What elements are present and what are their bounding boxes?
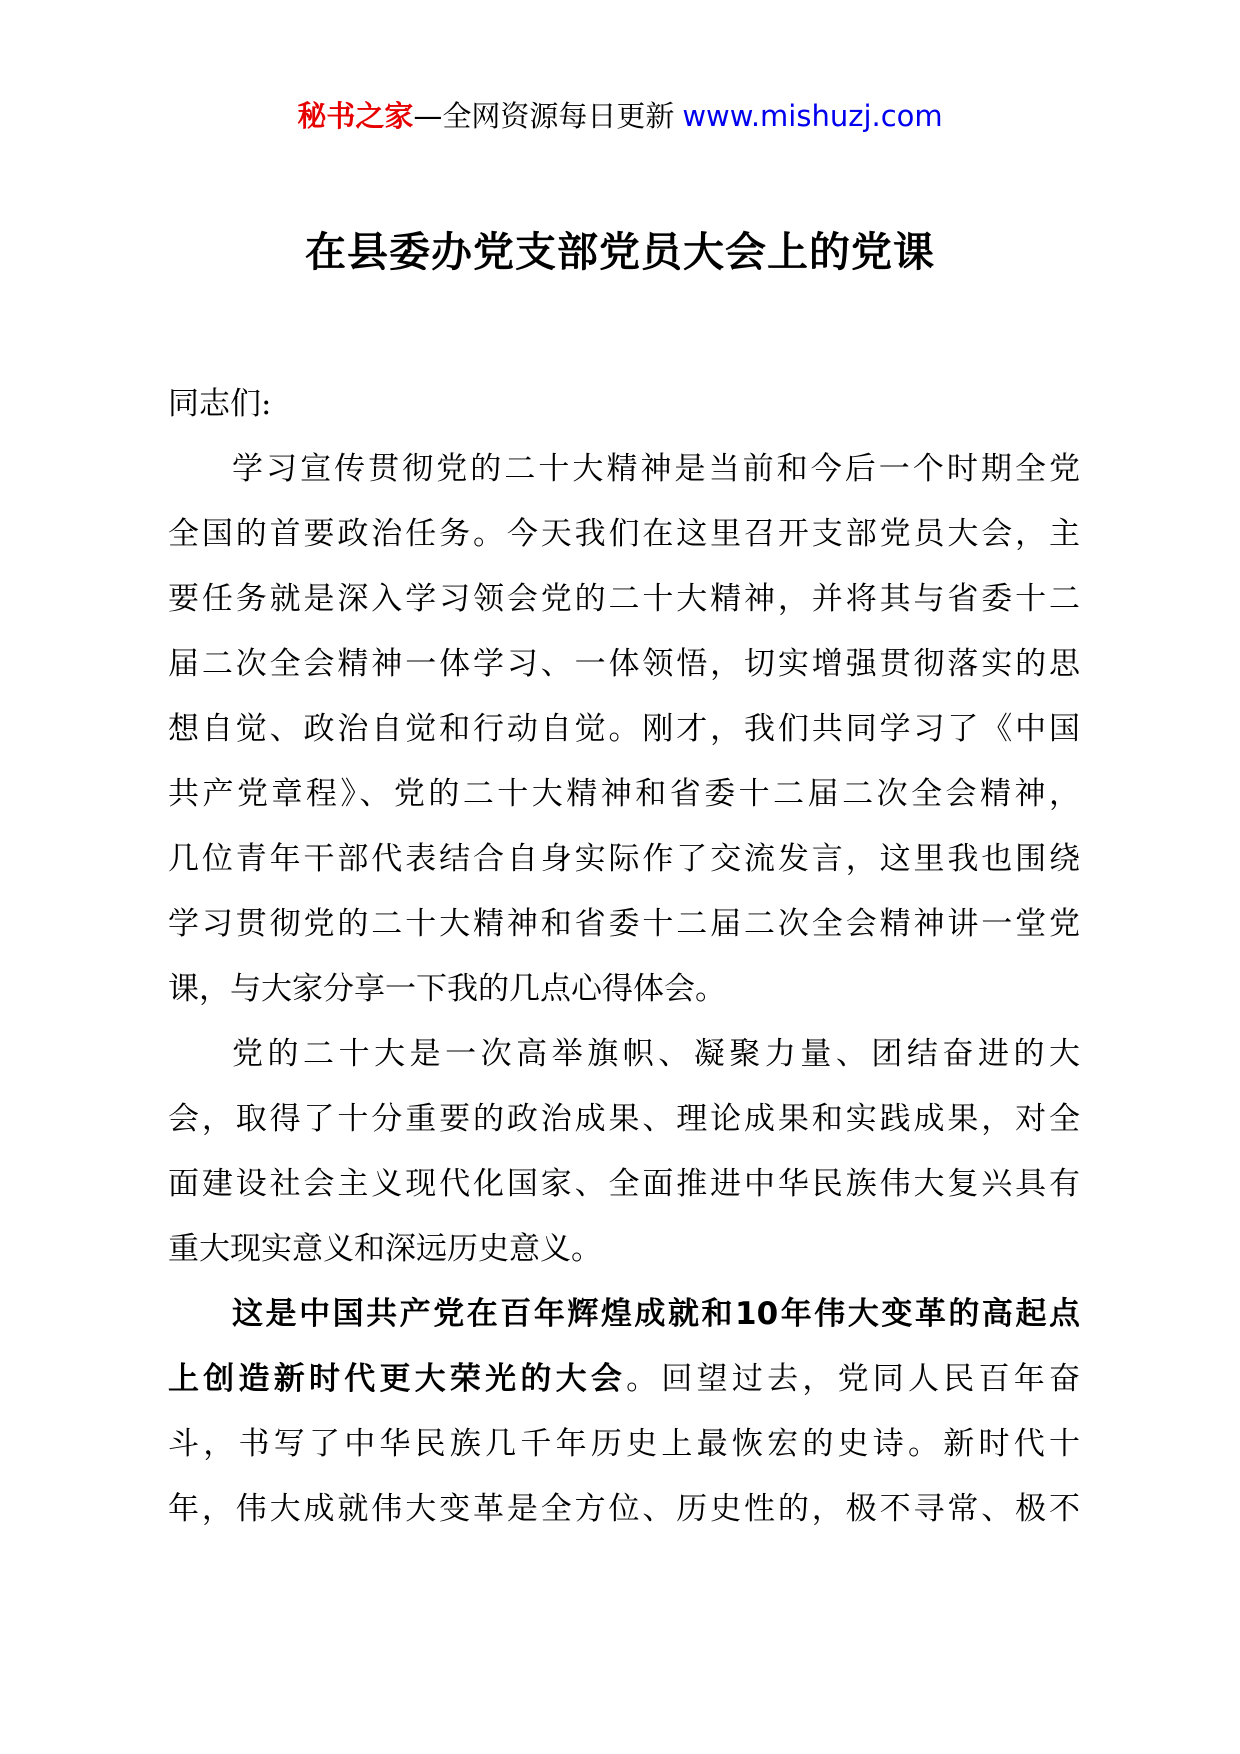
paragraph-line [168,1347,1080,1412]
site-name: 秘书之家 [297,99,414,133]
site-url-link[interactable]: www.mishuzj.com [682,99,943,133]
bold-lead-line: 这是中国共产党在百年辉煌成就和10年伟大变革的高起点 [232,1296,1080,1332]
bold-lead-text: 上创造新时代更大荣光的大会 [168,1361,627,1397]
paragraph-line: 届二次全会精神一体学习、一体领悟，切实增强贯彻落实的思 [168,646,1080,682]
paragraph-line: 全国的首要政治任务。今天我们在这里召开支部党员大会，主 [168,516,1080,552]
paragraph-line: 斗，书写了中华民族几千年历史上最恢宏的史诗。新时代十 [168,1426,1080,1462]
paragraph-line: 年，伟大成就伟大变革是全方位、历史性的，极不寻常、极不 [168,1491,1080,1527]
paragraph-line: 课，与大家分享一下我的几点心得体会。 [168,971,726,1007]
paragraph-line: 面建设社会主义现代化国家、全面推进中华民族伟大复兴具有 [168,1166,1080,1202]
site-banner [0,96,1240,136]
paragraph-text: 。回望过去，党同人民百年奋 [626,1361,1081,1397]
paragraph-line: 重大现实意义和深远历史意义。 [168,1231,602,1267]
document-body [168,372,1080,1542]
paragraph-line: 想自觉、政治自觉和行动自觉。刚才，我们共同学习了《中国 [168,711,1080,747]
salutation: 同志们: [168,386,272,422]
paragraph-line: 共产党章程》、党的二十大精神和省委十二届二次全会精神， [168,776,1080,812]
paragraph-line: 要任务就是深入学习领会党的二十大精神，并将其与省委十二 [168,581,1080,617]
paragraph-line: 党的二十大是一次高举旗帜、凝聚力量、团结奋进的大 [232,1036,1080,1072]
paragraph-line: 学习宣传贯彻党的二十大精神是当前和今后一个时期全党 [232,451,1080,487]
site-tagline: —全网资源每日更新 [413,99,675,133]
paragraph-line: 几位青年干部代表结合自身实际作了交流发言，这里我也围绕 [168,841,1080,877]
paragraph-line: 学习贯彻党的二十大精神和省委十二届二次全会精神讲一堂党 [168,906,1080,942]
paragraph-line: 会，取得了十分重要的政治成果、理论成果和实践成果，对全 [168,1101,1080,1137]
document-title: 在县委办党支部党员大会上的党课 [305,228,935,276]
